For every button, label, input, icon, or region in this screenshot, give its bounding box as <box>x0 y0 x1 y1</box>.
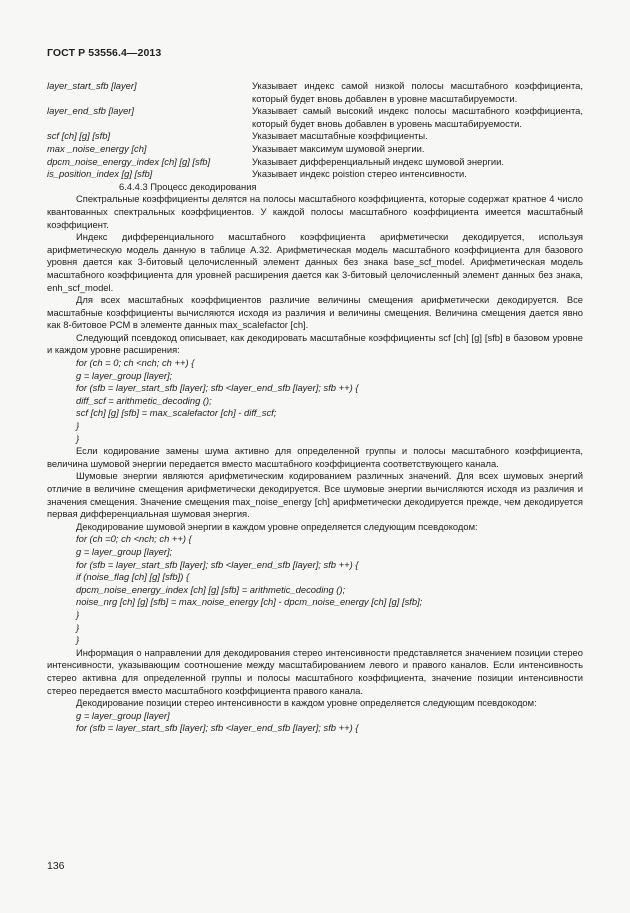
definition-term: max _noise_energy [ch] <box>47 142 147 154</box>
definition-row <box>47 130 583 143</box>
code-line: for (sfb = layer_start_sfb [layer]; sfb <layer_end_sfb [layer]; sfb ++) { <box>76 558 359 570</box>
paragraph: Следующий псевдокод описывает, как декодировать масштабные коэффициенты scf [ch] [g] [sfb] в базовом уровне и каждом уровне расширения: <box>47 331 583 356</box>
code-line: for (sfb = layer_start_sfb [layer]; sfb <layer_end_sfb [layer]; sfb ++) { <box>76 722 359 734</box>
code-line: } <box>76 432 80 444</box>
code-block <box>47 710 583 735</box>
code-line: dpcm_noise_energy_index [ch] [g] [sfb] = arithmetic_decoding (); <box>76 583 346 595</box>
paragraph: Индекс дифференциального масштабного коэффициента арифметически декодируется, используя арифметическую модель данную в таблице A.32. Арифметическая модель масштабного коэффициента для базового уровня дается как 3-битовый целочисленный элемент данных без знака base_scf_model. Арифметическая модель масштабного коэффициента для уровней расширения дается как 3-битовый целочисленный элемент данных без знака, enh_scf_model. <box>47 231 583 293</box>
definition-desc: Указывает самый высокий индекс полосы масштабного коэффициента, который будет вновь добавлен в уровень масштабируемости. <box>252 105 583 129</box>
section-heading: 6.4.4.3 Процесс декодирования <box>119 180 257 192</box>
definition-term: is_position_index [g] [sfb] <box>47 168 153 180</box>
code-line: noise_nrg [ch] [g] [sfb] = max_noise_energy [ch] - dpcm_noise_energy [ch] [g] [sfb]; <box>76 596 423 608</box>
definition-row <box>47 168 583 181</box>
paragraph: Декодирование позиции стерео интенсивности в каждом уровне определяется следующим псевдокодом: <box>76 697 537 709</box>
paragraph: Для всех масштабных коэффициентов различие величины смещения арифметически декодируется. Все масштабные коэффициенты вычисляются исходя из различия и величины смещения. Величина смещения дается явно как 8-битовое PCM в элементе данных max_scalefactor [ch]. <box>47 294 583 331</box>
definition-desc: Указывает дифференциальный индекс шумовой энергии. <box>252 155 504 167</box>
paragraph: Спектральные коэффициенты делятся на полосы масштабного коэффициента, которые содержат кратное 4 число квантованных спектральных коэффициентов. У каждой полосы масштабного коэффициента имеется масштабный коэффициент. <box>47 193 583 230</box>
code-line: scf [ch] [g] [sfb] = max_scalefactor [ch] - diff_scf; <box>76 407 277 419</box>
code-line: } <box>76 420 80 432</box>
page-body <box>47 80 583 735</box>
code-line: for (ch = 0; ch <nch; ch ++) { <box>76 357 195 369</box>
paragraph: Декодирование шумовой энергии в каждом уровне определяется следующим псевдокодом: <box>76 520 478 532</box>
definition-term: layer_start_sfb [layer] <box>47 80 137 91</box>
code-line: for (ch =0; ch <nch; ch ++) { <box>76 533 192 545</box>
code-line: for (sfb = layer_start_sfb [layer]; sfb <layer_end_sfb [layer]; sfb ++) { <box>76 382 359 394</box>
code-line: diff_scf = arithmetic_decoding (); <box>76 394 212 406</box>
code-line: } <box>76 621 80 633</box>
code-block <box>47 357 583 445</box>
definition-desc: Указывает масштабные коэффициенты. <box>252 130 428 142</box>
code-line: } <box>76 608 80 620</box>
definition-row <box>47 80 583 105</box>
definition-desc: Указывает индекс самой низкой полосы масштабного коэффициента, который будет вновь добавлен в уровне масштабируемости. <box>252 80 583 104</box>
paragraph: Шумовые энергии являются арифметическим кодированием различных значений. Для всех шумовых энергий отличие в величине смещения арифметически декодируется. Все шумовые энергии вычисляются исходя из различия и значения смещения. Значение смещения max_noise_energy [ch] арифметически декодируется прежде, чем декодируется первая дифференциальная шумовая энергия. <box>47 470 583 520</box>
code-line: } <box>76 634 80 646</box>
definition-list <box>47 80 583 181</box>
page-header: ГОСТ Р 53556.4—2013 <box>47 47 162 59</box>
paragraph: Информация о направлении для декодирования стерео интенсивности представляется значением позиции стерео интенсивности, указывающим соотношение между масштабированием левого и правого каналов. Если интенсивность стерео активна для определенной группы и полосы масштабного коэффициента, значение позиции интенсивности стерео передается вместо масштабного коэффициента правого канала. <box>47 646 583 696</box>
definition-term: dpcm_noise_energy_index [ch] [g] [sfb] <box>47 155 211 167</box>
definition-row <box>47 156 583 169</box>
code-line: g = layer_group [layer]; <box>76 545 173 557</box>
page-number: 136 <box>47 860 65 872</box>
paragraph: Если кодирование замены шума активно для определенной группы и полосы масштабного коэффициента, величина шумовой энергии передается вместо масштабного коэффициента соответствующего канала. <box>47 445 583 469</box>
code-line: g = layer_group [layer] <box>76 709 170 721</box>
definition-term: scf [ch] [g] [sfb] <box>47 130 111 142</box>
code-block <box>47 533 583 646</box>
code-line: g = layer_group [layer]; <box>76 369 173 381</box>
code-line: if (noise_flag [ch] [g] [sfb]) { <box>76 571 190 583</box>
definition-desc: Указывает индекс poistion стерео интенсивности. <box>252 168 467 180</box>
definition-row <box>47 143 583 156</box>
definition-desc: Указывает максимум шумовой энергии. <box>252 142 425 154</box>
definition-term: layer_end_sfb [layer] <box>47 105 135 117</box>
definition-row <box>47 105 583 130</box>
